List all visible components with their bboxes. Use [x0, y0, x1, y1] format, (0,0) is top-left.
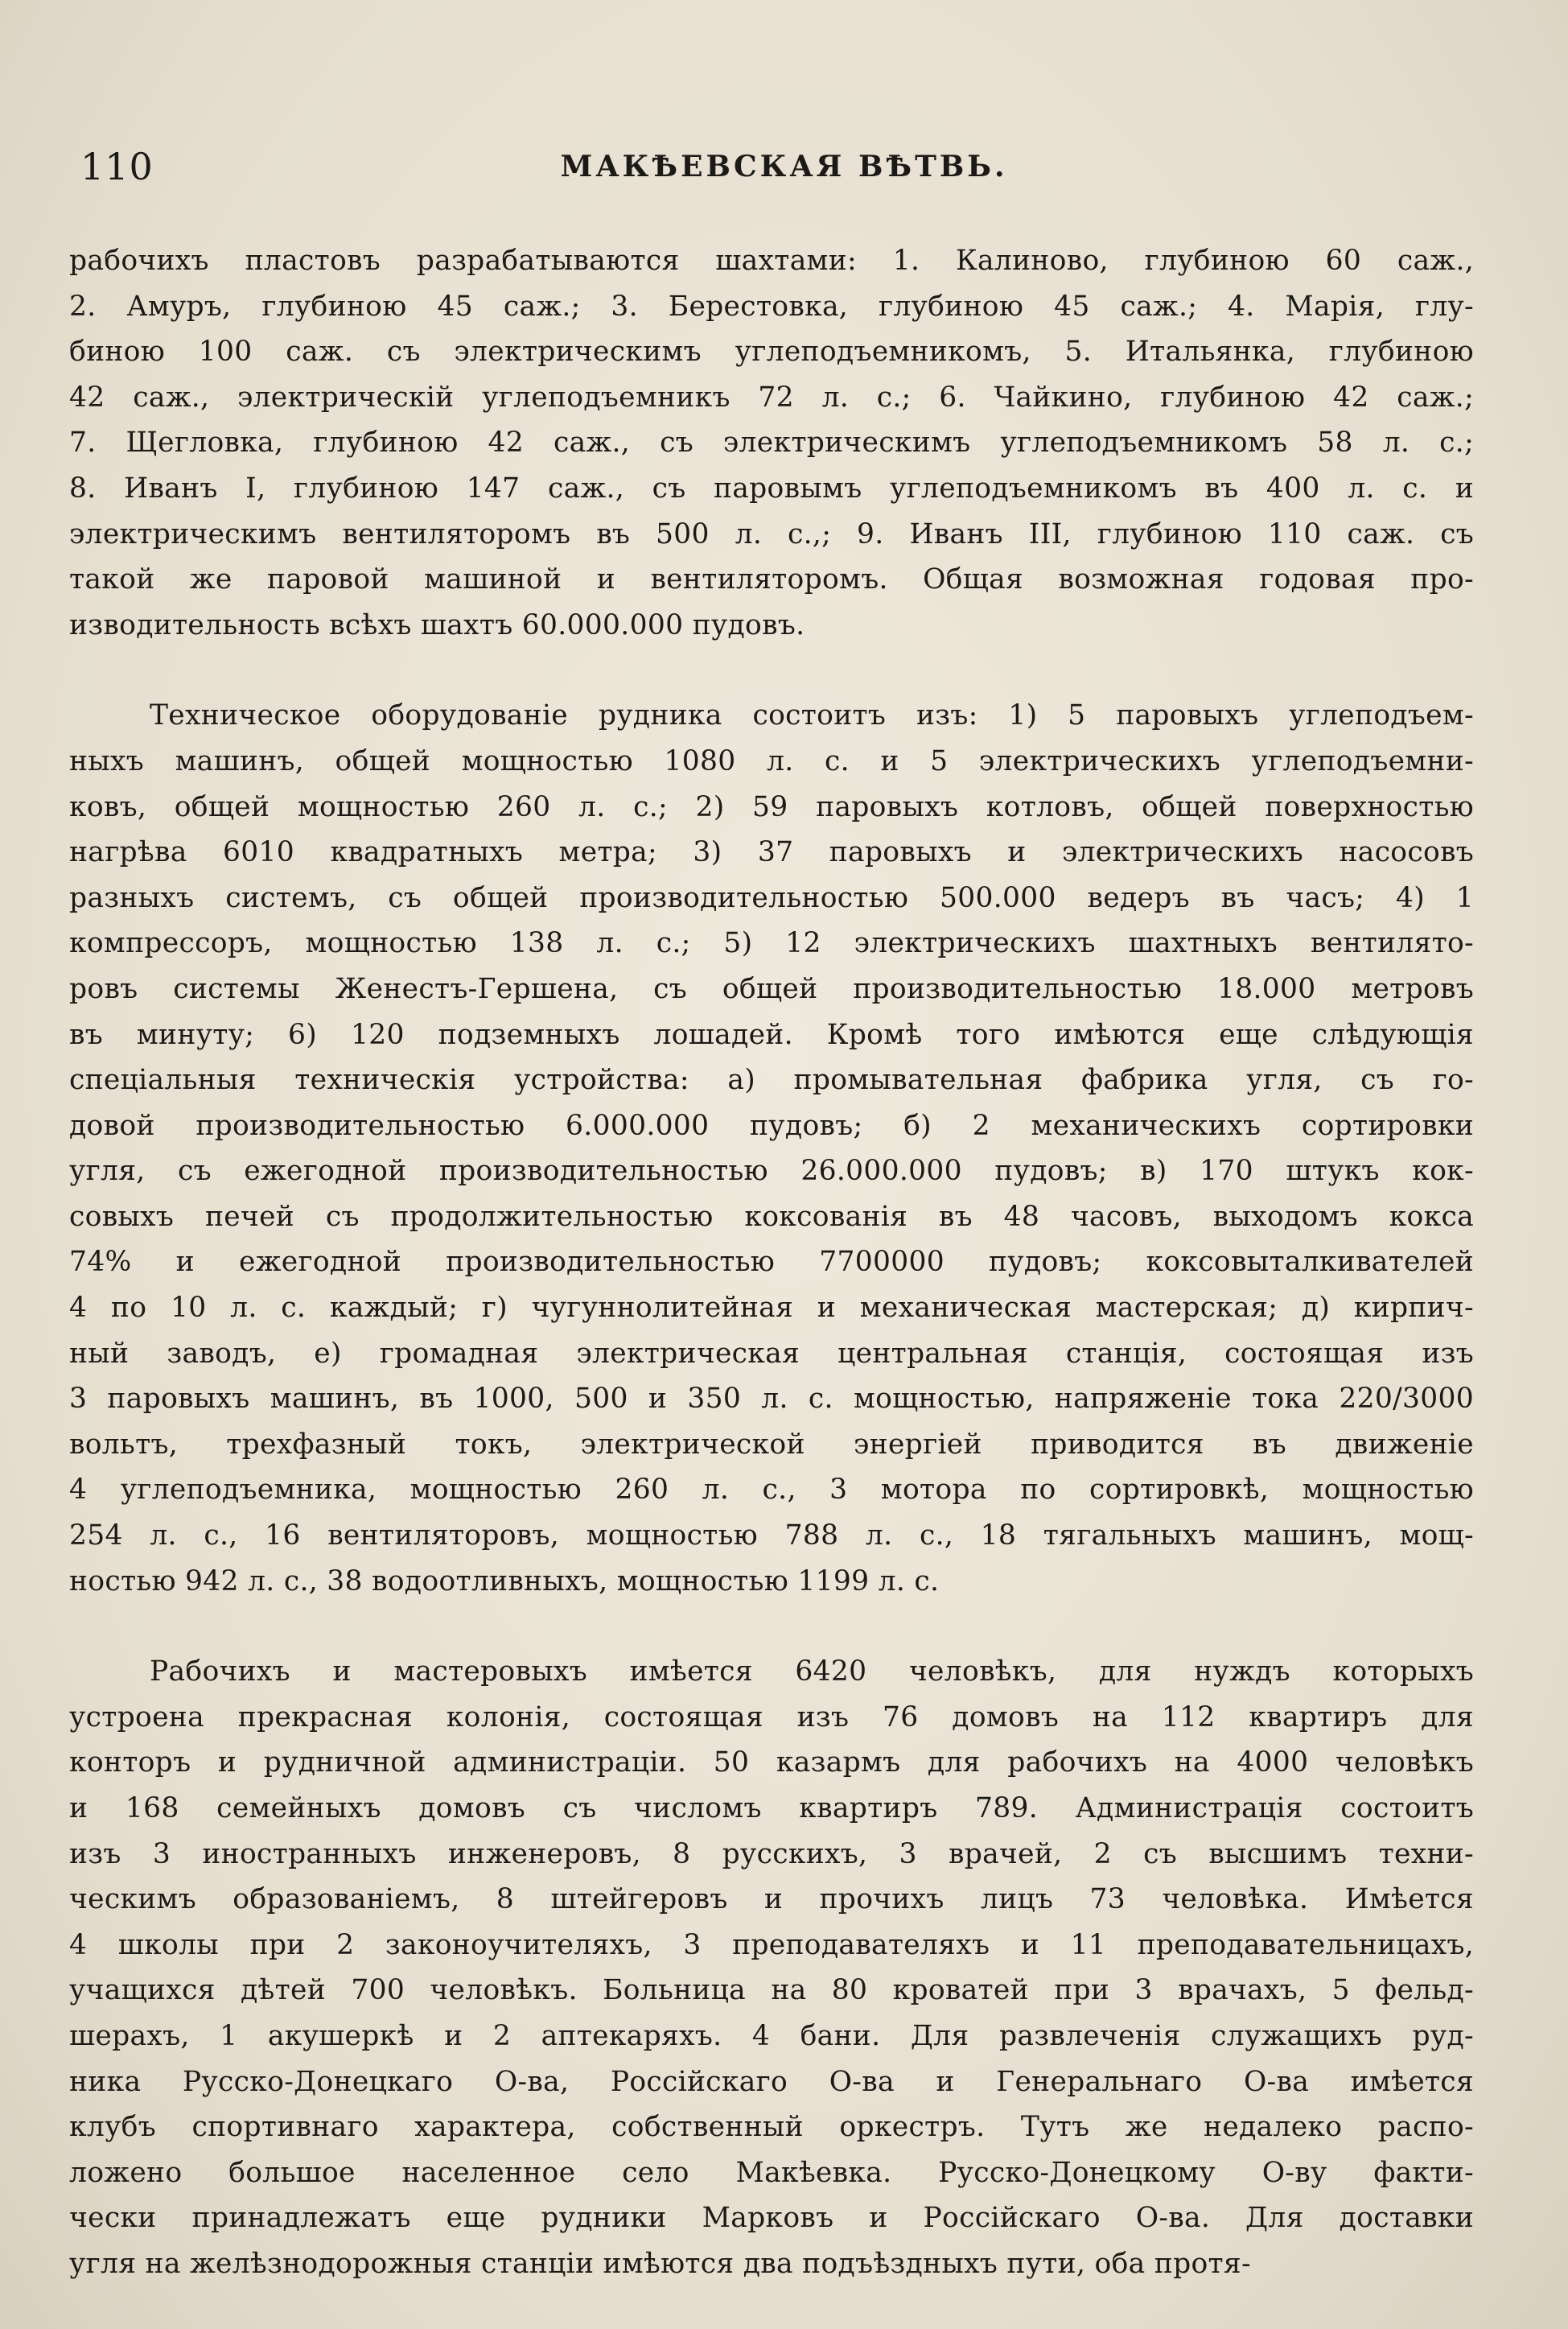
- text-line: разныхъ системъ, съ общей производительностью 500.000 ведеръ въ часъ; 4) 1: [69, 881, 1474, 914]
- text-line: чески принадлежатъ еще рудники Марковъ и Россійскаго О-ва. Для доставки: [69, 2202, 1474, 2235]
- text-line: ковъ, общей мощностью 260 л. с.; 2) 59 паровыхъ котловъ, общей поверхностью: [69, 790, 1474, 823]
- text-line: Техническое оборудованіе рудника состоитъ изъ: 1) 5 паровыхъ углеподъем-: [150, 699, 1474, 732]
- text-line: изводительность всѣхъ шахтъ 60.000.000 пудовъ.: [69, 608, 805, 641]
- text-line: клубъ спортивнаго характера, собственный оркестръ. Тутъ же недалеко распо-: [69, 2111, 1474, 2144]
- paragraph-gap: [69, 1604, 1474, 1649]
- text-line: вольтъ, трехфазный токъ, электрической энергіей приводится въ движеніе: [69, 1428, 1474, 1461]
- text-line: такой же паровой машиной и вентиляторомъ. Общая возможная годовая про-: [69, 563, 1474, 596]
- text-line: шерахъ, 1 акушеркѣ и 2 аптекаряхъ. 4 бани. Для развлеченія служащихъ руд-: [69, 2019, 1474, 2052]
- paragraph-2: [69, 693, 1474, 1604]
- text-line: устроена прекрасная колонія, состоящая изъ 76 домовъ на 112 квартиръ для: [69, 1700, 1474, 1733]
- text-line: конторъ и рудничной администраціи. 50 казармъ для рабочихъ на 4000 человѣкъ: [69, 1746, 1474, 1779]
- text-line: въ минуту; 6) 120 подземныхъ лошадей. Кромѣ того имѣются еще слѣдующія: [69, 1018, 1474, 1051]
- running-title: МАКѢЕВСКАЯ ВѢТВЬ.: [560, 150, 1008, 183]
- paragraph-1: [69, 238, 1474, 648]
- text-line: угля на желѣзнодорожныя станціи имѣются два подъѣздныхъ пути, оба протя-: [69, 2247, 1251, 2280]
- text-line: 7. Щегловка, глубиною 42 саж., съ электрическимъ углеподъемникомъ 58 л. с.;: [69, 427, 1474, 460]
- text-line: 4 по 10 л. с. каждый; г) чугуннолитейная и механическая мастерская; д) кирпич-: [69, 1292, 1474, 1325]
- paragraph-3: [69, 1649, 1474, 2286]
- text-line: ный заводъ, е) громадная электрическая центральная станція, состоящая изъ: [69, 1337, 1474, 1370]
- text-line: электрическимъ вентиляторомъ въ 500 л. с.,; 9. Иванъ III, глубиною 110 саж. съ: [69, 517, 1474, 550]
- text-line: 74% и ежегодной производительностью 7700000 пудовъ; коксовыталкивателей: [69, 1246, 1474, 1279]
- text-line: ныхъ машинъ, общей мощностью 1080 л. с. и 5 электрическихъ углеподъемни-: [69, 744, 1474, 777]
- text-line: 8. Иванъ I, глубиною 147 саж., съ паровымъ углеподъемникомъ въ 400 л. с. и: [69, 472, 1474, 505]
- text-line: нагрѣва 6010 квадратныхъ метра; 3) 37 паровыхъ и электрическихъ насосовъ: [69, 836, 1474, 869]
- text-line: ровъ системы Женестъ-Гершена, съ общей производительностью 18.000 метровъ: [69, 972, 1474, 1005]
- text-line: 3 паровыхъ машинъ, въ 1000, 500 и 350 л. с. мощностью, напряженіе тока 220/3000: [69, 1383, 1474, 1416]
- page-header: [0, 145, 1568, 193]
- text-line: изъ 3 иностранныхъ инженеровъ, 8 русскихъ, 3 врачей, 2 съ высшимъ техни-: [69, 1837, 1474, 1870]
- text-line: ложено большое населенное село Макѣевка. Русско-Донецкому О-ву факти-: [69, 2156, 1474, 2189]
- text-line: 254 л. с., 16 вентиляторовъ, мощностью 788 л. с., 18 тягальныхъ машинъ, мощ-: [69, 1519, 1474, 1552]
- text-line: совыхъ печей съ продолжительностью коксованія въ 48 часовъ, выходомъ кокса: [69, 1200, 1474, 1233]
- text-line: 4 углеподъемника, мощностью 260 л. с., 3 мотора по сортировкѣ, мощностью: [69, 1474, 1474, 1507]
- body-text: [69, 238, 1474, 2287]
- text-line: угля, съ ежегодной производительностью 26.000.000 пудовъ; в) 170 штукъ кок-: [69, 1155, 1474, 1188]
- text-line: Рабочихъ и мастеровыхъ имѣется 6420 человѣкъ, для нуждъ которыхъ: [150, 1655, 1474, 1688]
- text-line: ностью 942 л. с., 38 водоотливныхъ, мощностью 1199 л. с.: [69, 1564, 940, 1597]
- text-line: и 168 семейныхъ домовъ съ числомъ квартиръ 789. Администрація состоитъ: [69, 1792, 1474, 1824]
- text-line: 4 школы при 2 законоучителяхъ, 3 преподавателяхъ и 11 преподавательницахъ,: [69, 1928, 1474, 1961]
- paragraph-gap: [69, 648, 1474, 693]
- text-line: 2. Амуръ, глубиною 45 саж.; 3. Берестовка, глубиною 45 саж.; 4. Марія, глу-: [69, 290, 1474, 323]
- text-line: ника Русско-Донецкаго О-ва, Россійскаго О-ва и Генеральнаго О-ва имѣется: [69, 2065, 1474, 2098]
- text-line: ческимъ образованіемъ, 8 штейгеровъ и прочихъ лицъ 73 человѣка. Имѣется: [69, 1883, 1474, 1916]
- text-line: учащихся дѣтей 700 человѣкъ. Больница на 80 кроватей при 3 врачахъ, 5 фельд-: [69, 1974, 1474, 2007]
- text-line: рабочихъ пластовъ разрабатываются шахтами: 1. Калиново, глубиною 60 саж.,: [69, 245, 1474, 277]
- text-line: компрессоръ, мощностью 138 л. с.; 5) 12 электрическихъ шахтныхъ вентилято-: [69, 927, 1474, 960]
- text-line: 42 саж., электрическій углеподъемникъ 72 л. с.; 6. Чайкино, глубиною 42 саж.;: [69, 381, 1474, 414]
- text-line: довой производительностью 6.000.000 пудовъ; б) 2 механическихъ сортировки: [69, 1109, 1474, 1142]
- page-number: 110: [80, 145, 154, 188]
- text-line: биною 100 саж. съ электрическимъ углеподъемникомъ, 5. Итальянка, глубиною: [69, 336, 1474, 369]
- text-line: спеціальныя техническія устройства: а) промывательная фабрика угля, съ го-: [69, 1064, 1474, 1097]
